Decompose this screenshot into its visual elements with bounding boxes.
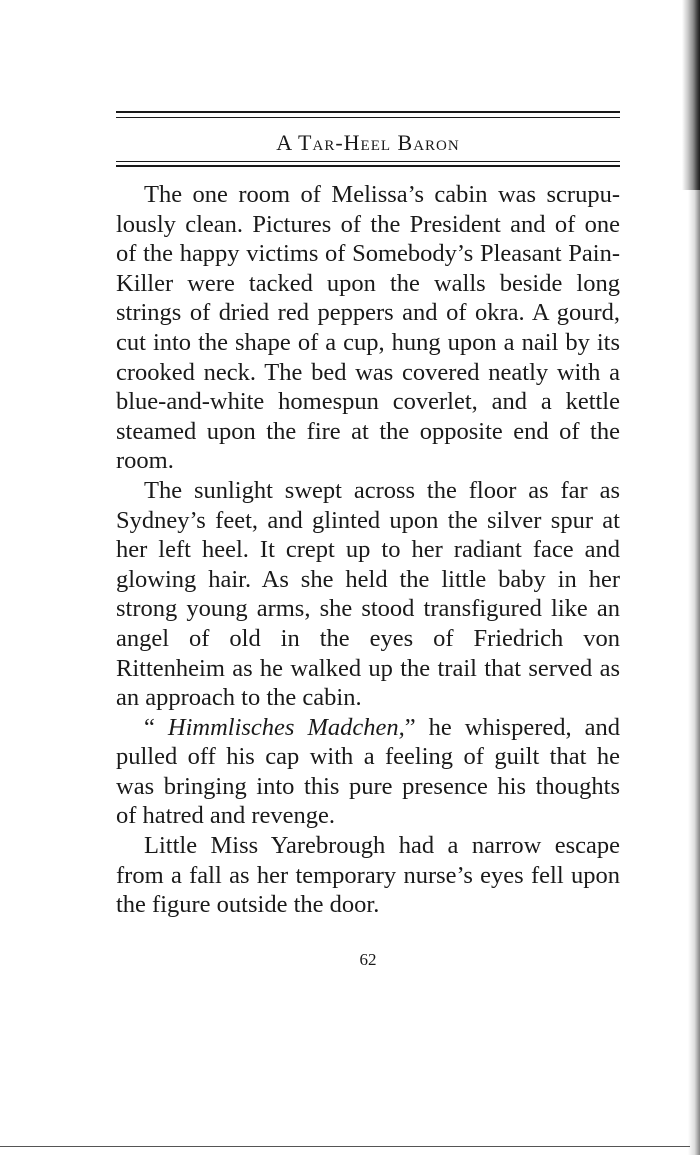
paragraph-2: The sunlight swept across the floor as far as Sydney’s feet, and glinted upon the silver spur at her left heel. It crept up to her radiant face and glowing hair. As she held the little baby in her strong young arms, she stood transfigured like an angel of old in the eyes of Friedrich von Rittenheim as he walked up the trail that served as an approach to the cabin. <box>116 476 620 712</box>
paragraph-4: Little Miss Yarebrough had a narrow escape from a fall as her temporary nurse’s eyes fell upon the figure outside the door. <box>116 832 620 919</box>
page-number: 62 <box>359 950 377 969</box>
page-bottom-edge <box>0 1146 690 1147</box>
running-head: A Tar-Heel Baron <box>276 130 460 155</box>
header-rule-bottom-thin <box>116 161 620 162</box>
paragraph-3 <box>116 713 620 831</box>
header-rule-top-thin <box>116 117 620 118</box>
paragraph-3-rest: ” he whispered, and pulled off his cap with a feeling of guilt that he was bringing into this pure presence his thoughts of hatred and revenge. <box>116 713 620 830</box>
quote-open: “ <box>144 713 168 741</box>
page-edge-dark <box>682 0 700 190</box>
paragraph-1: The one room of Melissa’s cabin was scrupulously clean. Pictures of the President and of one of the happy victims of Somebody’s Pleasant Pain-Killer were tacked upon the walls beside long strings of dried red peppers and of okra. A gourd, cut into the shape of a cup, hung upon a nail by its crooked neck. The bed was covered neatly with a blue-and-white homespun coverlet, and a kettle steamed upon the fire at the opposite end of the room. <box>116 181 620 475</box>
body-text <box>116 180 620 920</box>
italic-phrase: Himmlisches Madchen, <box>167 713 405 741</box>
header-rule-top-thick <box>116 111 620 113</box>
header-rule-bottom-thick <box>116 165 620 167</box>
